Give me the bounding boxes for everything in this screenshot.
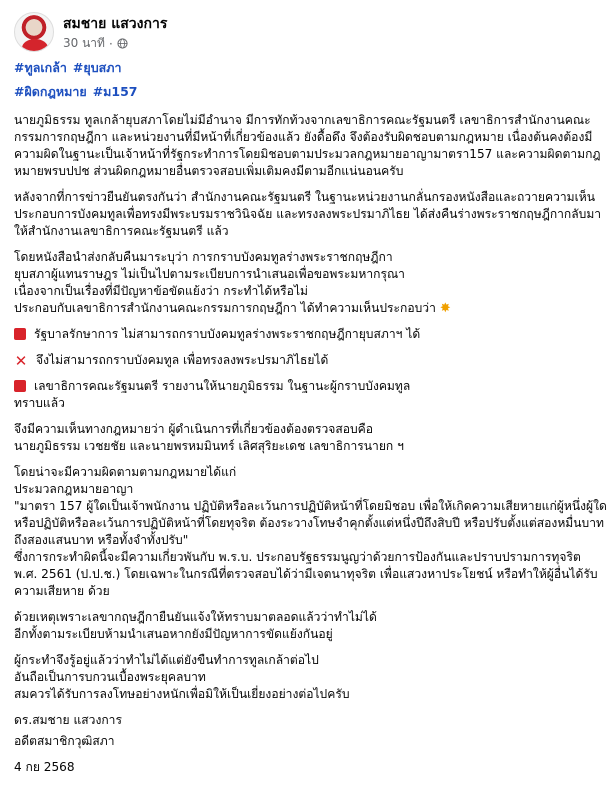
paragraph: หลังจากที่การข่าวยืนยันตรงกันว่า สำนักงานคณะรัฐมนตรี ในฐานะหน่วยงานกลั่นกรองหนังสือและถวายความเห็นประกอบการบังคมทูลเพื่อทรงมีพระบรมราชวินิจฉัย และทรงลงพระปรมาภิไธย ได้ส่งคืนร่างพระราชกฤษฎีกากลับมาให้สำนักงานเลขาธิการคณะรัฐมนตรี แล้ว: [14, 190, 602, 238]
paragraph-line: จึงมีความเห็นทางกฎหมายว่า ผู้ดำเนินการที่เกี่ยวข้องต้องตรวจสอบคือ: [14, 422, 374, 436]
paragraph-line: เนื่องจากเป็นเรื่องที่มีปัญหาข้อขัดแย้งว่า กระทำได้หรือไม่: [14, 284, 308, 298]
paragraph-line: สมควรได้รับการลงโทษอย่างหนักเพื่อมิให้เป็นเยี่ยงอย่างต่อไปครับ: [14, 687, 350, 701]
paragraph-line: ด้วยเหตุเพราะเลขากฤษฎีกายืนยันแจ้งให้ทราบมาตลอดแล้วว่าทำไม่ได้: [14, 610, 377, 624]
paragraph-line: นายภูมิธรรม เวชยชัย และนายพรหมมินทร์ เลิศสุริยะเดช เลขาธิการนายก ฯ: [14, 439, 404, 453]
bullet-item: [14, 352, 607, 369]
red-square-icon: [14, 380, 26, 392]
paragraph: นายภูมิธรรม ทูลเกล้ายุบสภาโดยไม่มีอำนาจ มีการทักท้วงจากเลขาธิการคณะรัฐมนตรี เลขาธิการสำนักงานคณะกรรมการกฤษฎีกา และหน่วยงานที่มีหน้าที่เกี่ยวข้องแล้ว ยังดื้อดึง จึงต้องรับผิดชอบตามกฎหมาย เนื่องต้นคงต้องมีความผิดในฐานะเป็นเจ้าหน้าที่รัฐกระทำการโดยมิชอบตามประมวลกฎหมายอาญามาตรา157 และความผิดตามกฎหมายพรบปปช ส่วนผิดกฎหมายอื่นตรวจสอบเพิ่มเติมคงมีตามอีกแน่นอนครับ: [14, 113, 601, 178]
author-name[interactable]: สมชาย แสวงการ: [63, 16, 168, 32]
paragraph-line: [14, 300, 607, 317]
bullet-text: จึงไม่สามารถกราบบังคมทูล เพื่อทรงลงพระปรมาภิไธยได้: [36, 353, 329, 367]
paragraph-line: ยุบสภาผู้แทนราษฎร ไม่เป็นไปตามระเบียบการนำเสนอเพื่อขอพระมหากรุณา: [14, 267, 405, 281]
hashtags-line-2: [14, 83, 607, 100]
post-meta: [63, 34, 128, 53]
paragraph-line: โดยน่าจะมีความผิดตามตามกฎหมายได้แก่: [14, 465, 237, 479]
red-square-icon: [14, 328, 26, 340]
post-time[interactable]: 30 นาที: [63, 36, 105, 50]
cross-mark-icon: ✕: [14, 352, 28, 370]
avatar[interactable]: [14, 12, 54, 52]
bullet-text: รัฐบาลรักษาการ ไม่สามารถกราบบังคมทูลร่างพระราชกฤษฎีกายุบสภาฯ ได้: [34, 327, 421, 341]
paragraph-line: ซึ่งการกระทำผิดนี้จะมีความเกี่ยวพันกับ พ.ร.บ. ประกอบรัฐธรรมนูญว่าด้วยการป้องกันและปราบปรามการทุจริต พ.ศ. 2561 (ป.ป.ช.) โดยเฉพาะในกรณีที่ตรวจสอบได้ว่ามีเจตนาทุจริต เพื่อแสวงหาประโยชน์ หรือทำให้ผู้อื่นได้รับความเสียหาย ด้วย: [14, 550, 598, 598]
post-body: [14, 59, 607, 776]
post-header: [14, 12, 605, 52]
paragraph-line: โดยหนังสือนำส่งกลับคืนมาระบุว่า การกราบบังคมทูลร่างพระราชกฤษฎีกา: [14, 250, 393, 264]
paragraph-line: "มาตรา 157 ผู้ใดเป็นเจ้าพนักงาน ปฏิบัติหรือละเว้นการปฏิบัติหน้าที่โดยมิชอบ เพื่อให้เกิดความเสียหายแก่ผู้หนึ่งผู้ใด หรือปฏิบัติหรือละเว้นการปฏิบัติหน้าที่โดยทุจริต ต้องระวางโทษจำคุกตั้งแต่หนึ่งปีถึงสิบปี หรือปรับตั้งแต่สองหมื่นบาทถึงสองแสนบาท หรือทั้งจำทั้งปรับ": [14, 499, 607, 547]
globe-icon[interactable]: [117, 38, 128, 49]
hashtag[interactable]: #ผิดกฎหมาย: [14, 84, 87, 99]
hashtag[interactable]: #ทูลเกล้า: [14, 60, 67, 75]
paragraph-line: ประมวลกฎหมายอาญา: [14, 482, 134, 496]
hashtag[interactable]: #ยุบสภา: [72, 60, 122, 75]
hashtag[interactable]: #ม157: [92, 84, 138, 99]
signature-name: ดร.สมชาย แสวงการ: [14, 713, 122, 727]
hashtags-line-1: [14, 59, 607, 76]
bullet-item: [14, 326, 607, 343]
bullet-text: เลขาธิการคณะรัฐมนตรี รายงานให้นายภูมิธรรม ในฐานะผู้กราบบังคมทูล: [34, 379, 411, 393]
signature-title: อดีตสมาชิกวุฒิสภา: [14, 734, 115, 748]
separator-dot: ·: [108, 36, 113, 51]
paragraph-text: ประกอบกับเลขาธิการสำนักงานคณะกรรมการกฤษฎีกา ได้ทำความเห็นประกอบว่า: [14, 301, 436, 315]
collision-icon: ✸: [439, 301, 451, 316]
paragraph-line: อีกทั้งตามระเบียบห้ามนำเสนอหากยังมีปัญหาการขัดแย้งกันอยู่: [14, 627, 333, 641]
bullet-text-continued: ทราบแล้ว: [14, 396, 65, 410]
post-date: 4 กย 2568: [14, 760, 75, 774]
paragraph-line: อันถือเป็นการบกวนเบื้องพระยุคลบาท: [14, 670, 206, 684]
bullet-item: [14, 378, 607, 395]
paragraph-line: ผู้กระทำจึงรู้อยู่แล้วว่าทำไม่ได้แต่ยังขืนทำการทูลเกล้าต่อไป: [14, 653, 319, 667]
